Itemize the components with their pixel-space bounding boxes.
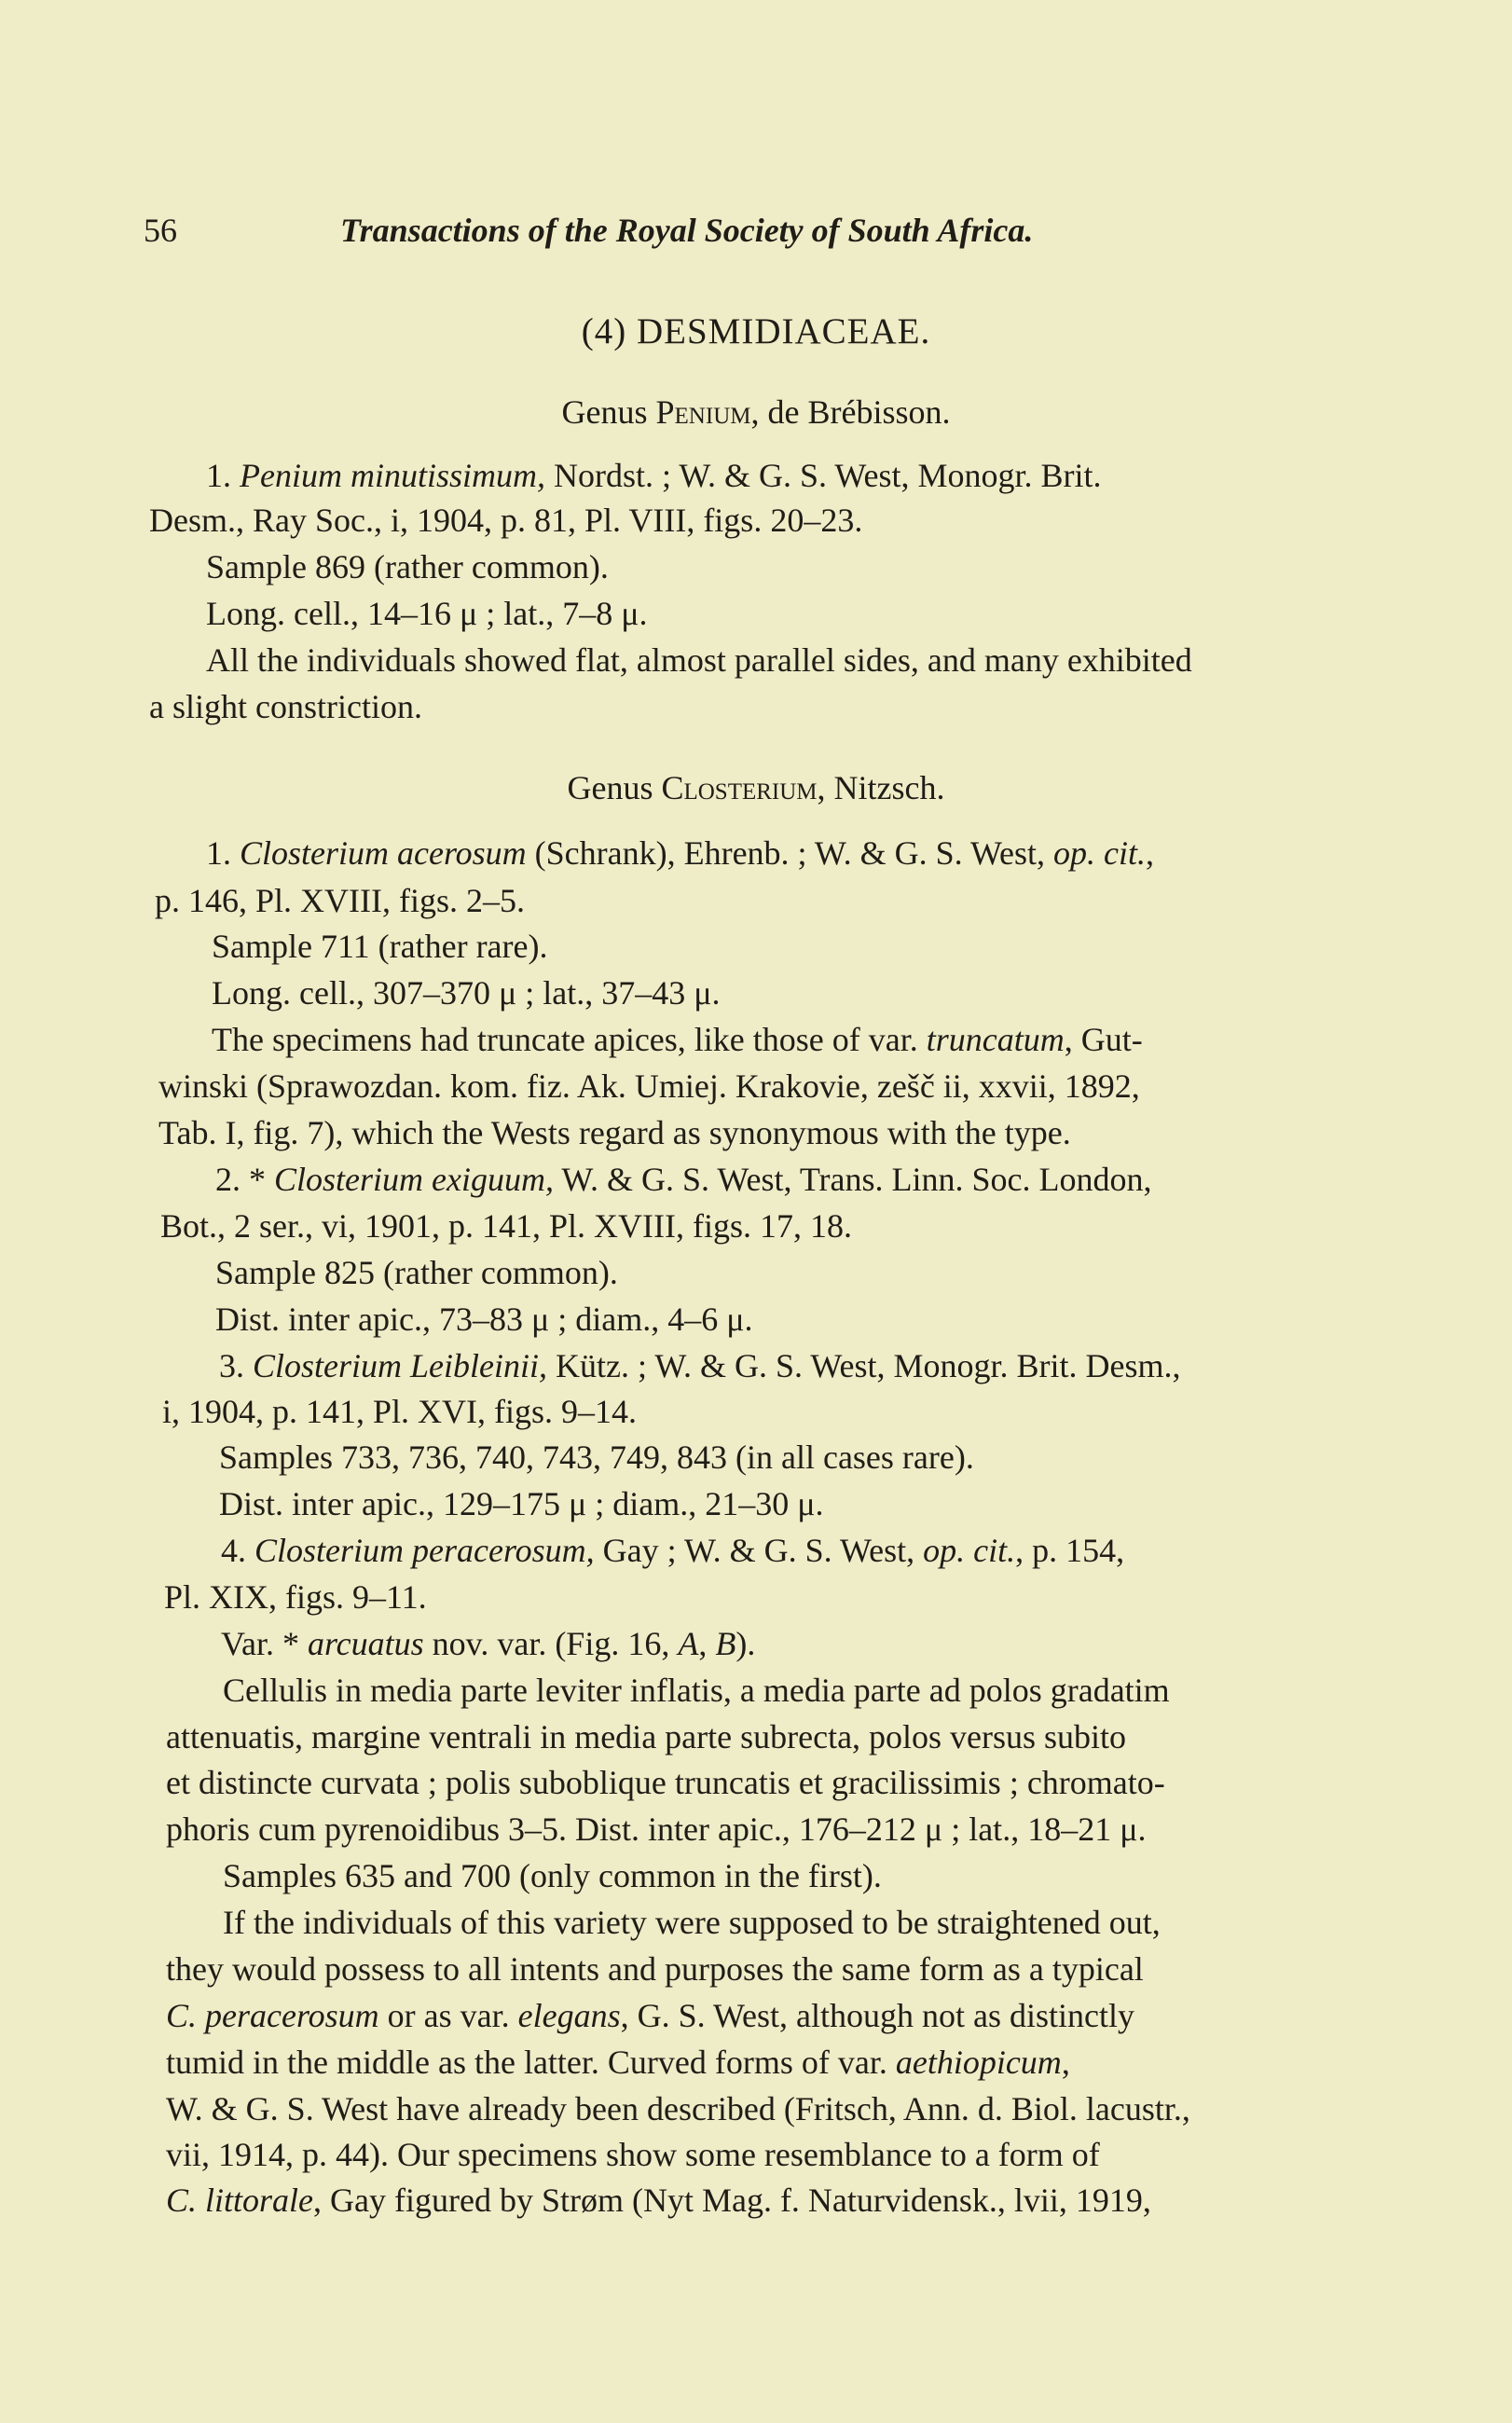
closterium-entry-1-line-4: Long. cell., 307–370 μ ; lat., 37–43 μ.	[212, 974, 721, 1012]
discussion-line-4: tumid in the middle as the latter. Curved forms of var. aethiopicum,	[166, 2044, 1070, 2081]
closterium-entry-3-line-4: Dist. inter apic., 129–175 μ ; diam., 21–30 μ.	[219, 1485, 824, 1522]
discussion-line-7: C. littorale, Gay figured by Strøm (Nyt Mag. f. Naturvidensk., lvii, 1919,	[166, 2182, 1151, 2219]
penium-entry-line-3: Sample 869 (rather common).	[206, 548, 609, 585]
discussion-line-1: If the individuals of this variety were supposed to be straightened out,	[223, 1904, 1161, 1941]
diagnosis-line-2: attenuatis, margine ventrali in media parte subrecta, polos versus subito	[166, 1718, 1127, 1755]
discussion-line-2: they would possess to all intents and purposes the same form as a typical	[166, 1950, 1144, 1988]
penium-entry-line-4: Long. cell., 14–16 μ ; lat., 7–8 μ.	[206, 595, 648, 632]
page-number: 56	[144, 212, 177, 249]
section-title: (4) DESMIDIACEAE.	[581, 311, 931, 351]
closterium-entry-1-line-3: Sample 711 (rather rare).	[212, 928, 548, 965]
running-header: Transactions of the Royal Society of South Africa.	[340, 212, 1034, 249]
diagnosis-line-3: et distincte curvata ; polis suboblique truncatis et gracilissimis ; chromato-	[166, 1764, 1165, 1801]
closterium-entry-1-line-2: p. 146, Pl. XVIII, figs. 2–5.	[155, 882, 525, 919]
discussion-line-5: W. & G. S. West have already been described (Fritsch, Ann. d. Biol. lacustr.,	[166, 2090, 1190, 2127]
closterium-entry-4-line-2: Pl. XIX, figs. 9–11.	[164, 1578, 427, 1616]
closterium-entry-1-line-6: winski (Sprawozdan. kom. fiz. Ak. Umiej. Krakovie, zešč ii, xxvii, 1892,	[158, 1067, 1140, 1105]
variety-heading: Var. * arcuatus nov. var. (Fig. 16, A, B).	[221, 1625, 756, 1662]
penium-entry-line-2: Desm., Ray Soc., i, 1904, p. 81, Pl. VIII, figs. 20–23.	[149, 502, 863, 539]
species-name: Penium minutissimum,	[240, 457, 545, 494]
penium-entry-line-6: a slight constriction.	[149, 688, 422, 725]
genus-heading-closterium: Genus Closterium, Nitzsch.	[567, 769, 945, 806]
penium-entry-line-5: All the individuals showed flat, almost parallel sides, and many exhibited	[206, 641, 1192, 679]
closterium-entry-2-line-3: Sample 825 (rather common).	[215, 1254, 618, 1291]
closterium-entry-3-line-2: i, 1904, p. 141, Pl. XVI, figs. 9–14.	[162, 1393, 638, 1430]
diagnosis-line-4: phoris cum pyrenoidibus 3–5. Dist. inter apic., 176–212 μ ; lat., 18–21 μ.	[166, 1810, 1147, 1848]
closterium-entry-1-line-7: Tab. I, fig. 7), which the Wests regard as synonymous with the type.	[158, 1114, 1071, 1151]
samples-line: Samples 635 and 700 (only common in the first).	[223, 1857, 882, 1894]
diagnosis-line-1: Cellulis in media parte leviter inflatis, a media parte ad polos gradatim	[223, 1672, 1170, 1709]
genus-heading-penium: Genus Penium, de Brébisson.	[561, 393, 951, 431]
closterium-entry-3-line-3: Samples 733, 736, 740, 743, 749, 843 (in all cases rare).	[219, 1439, 974, 1476]
closterium-entry-1-line-1: 1. Closterium acerosum (Schrank), Ehrenb. ; W. & G. S. West, op. cit.,	[206, 834, 1155, 872]
penium-entry-line-1: 1. Penium minutissimum, Nordst. ; W. & G. S. West, Monogr. Brit.	[206, 457, 1102, 494]
closterium-entry-3-line-1: 3. Closterium Leibleinii, Kütz. ; W. & G. S. West, Monogr. Brit. Desm.,	[219, 1347, 1181, 1384]
closterium-entry-2-line-1: 2. * Closterium exiguum, W. & G. S. West, Trans. Linn. Soc. London,	[215, 1161, 1152, 1198]
discussion-line-6: vii, 1914, p. 44). Our specimens show some resemblance to a form of	[166, 2136, 1100, 2173]
closterium-entry-2-line-4: Dist. inter apic., 73–83 μ ; diam., 4–6 μ.	[215, 1301, 753, 1338]
discussion-line-3: C. peracerosum or as var. elegans, G. S. West, although not as distinctly	[166, 1997, 1135, 2034]
closterium-entry-4-line-1: 4. Closterium peracerosum, Gay ; W. & G. S. West, op. cit., p. 154,	[221, 1532, 1125, 1569]
closterium-entry-1-line-5: The specimens had truncate apices, like those of var. truncatum, Gut-	[212, 1021, 1143, 1058]
closterium-entry-2-line-2: Bot., 2 ser., vi, 1901, p. 141, Pl. XVIII, figs. 17, 18.	[160, 1207, 852, 1245]
